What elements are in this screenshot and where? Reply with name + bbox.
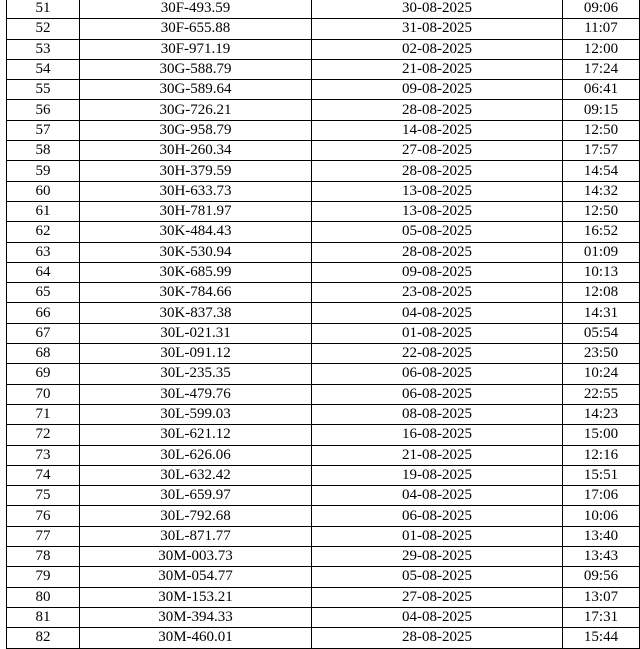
row-number-cell: 77 [7, 526, 80, 546]
row-number-cell: 59 [7, 161, 80, 181]
time-cell: 12:50 [563, 120, 640, 140]
row-number-cell: 68 [7, 344, 80, 364]
table-row [7, 445, 640, 465]
time-cell: 22:55 [563, 384, 640, 404]
date-cell: 09-08-2025 [312, 80, 563, 100]
time-cell: 14:31 [563, 303, 640, 323]
table-row [7, 0, 640, 19]
table-row [7, 80, 640, 100]
date-cell: 06-08-2025 [312, 364, 563, 384]
time-cell: 16:52 [563, 222, 640, 242]
table-row [7, 161, 640, 181]
time-cell: 14:54 [563, 161, 640, 181]
row-number-cell: 78 [7, 547, 80, 567]
plate-number-cell: 30H-781.97 [80, 201, 312, 221]
table-row [7, 222, 640, 242]
date-cell: 21-08-2025 [312, 59, 563, 79]
time-cell: 15:51 [563, 465, 640, 485]
table-row [7, 323, 640, 343]
table-row [7, 607, 640, 627]
date-cell: 04-08-2025 [312, 607, 563, 627]
row-number-cell: 70 [7, 384, 80, 404]
plate-number-cell: 30H-260.34 [80, 141, 312, 161]
date-cell: 22-08-2025 [312, 344, 563, 364]
row-number-cell: 60 [7, 181, 80, 201]
table-row [7, 242, 640, 262]
plate-number-cell: 30F-971.19 [80, 39, 312, 59]
date-cell: 09-08-2025 [312, 262, 563, 282]
plate-number-cell: 30G-726.21 [80, 100, 312, 120]
date-cell: 16-08-2025 [312, 425, 563, 445]
date-cell: 28-08-2025 [312, 242, 563, 262]
plate-number-cell: 30M-054.77 [80, 567, 312, 587]
plate-number-cell: 30M-394.33 [80, 607, 312, 627]
date-cell: 28-08-2025 [312, 100, 563, 120]
date-cell: 13-08-2025 [312, 181, 563, 201]
row-number-cell: 53 [7, 39, 80, 59]
row-number-cell: 66 [7, 303, 80, 323]
time-cell: 06:41 [563, 80, 640, 100]
table-row [7, 283, 640, 303]
date-cell: 05-08-2025 [312, 222, 563, 242]
time-cell: 10:06 [563, 506, 640, 526]
date-cell: 30-08-2025 [312, 0, 563, 19]
row-number-cell: 76 [7, 506, 80, 526]
row-number-cell: 82 [7, 628, 80, 648]
plate-number-cell: 30K-837.38 [80, 303, 312, 323]
date-cell: 28-08-2025 [312, 161, 563, 181]
row-number-cell: 75 [7, 486, 80, 506]
plate-number-cell: 30H-633.73 [80, 181, 312, 201]
time-cell: 11:07 [563, 19, 640, 39]
plate-number-cell: 30L-632.42 [80, 465, 312, 485]
row-number-cell: 55 [7, 80, 80, 100]
row-number-cell: 71 [7, 404, 80, 424]
table-row [7, 465, 640, 485]
table-row [7, 141, 640, 161]
time-cell: 17:24 [563, 59, 640, 79]
date-cell: 05-08-2025 [312, 567, 563, 587]
table-row [7, 587, 640, 607]
time-cell: 12:08 [563, 283, 640, 303]
table-row [7, 100, 640, 120]
date-cell: 14-08-2025 [312, 120, 563, 140]
plate-number-cell: 30F-493.59 [80, 0, 312, 19]
row-number-cell: 61 [7, 201, 80, 221]
row-number-cell: 58 [7, 141, 80, 161]
row-number-cell: 52 [7, 19, 80, 39]
time-cell: 17:57 [563, 141, 640, 161]
date-cell: 27-08-2025 [312, 141, 563, 161]
time-cell: 09:15 [563, 100, 640, 120]
row-number-cell: 81 [7, 607, 80, 627]
row-number-cell: 74 [7, 465, 80, 485]
plate-number-cell: 30K-530.94 [80, 242, 312, 262]
plate-number-cell: 30L-021.31 [80, 323, 312, 343]
time-cell: 23:50 [563, 344, 640, 364]
time-cell: 05:54 [563, 323, 640, 343]
table-row [7, 303, 640, 323]
plate-number-cell: 30F-655.88 [80, 19, 312, 39]
date-cell: 06-08-2025 [312, 384, 563, 404]
plate-number-cell: 30L-621.12 [80, 425, 312, 445]
plate-number-cell: 30G-589.64 [80, 80, 312, 100]
plate-number-cell: 30H-379.59 [80, 161, 312, 181]
plate-number-cell: 30G-958.79 [80, 120, 312, 140]
plate-number-cell: 30L-871.77 [80, 526, 312, 546]
time-cell: 17:06 [563, 486, 640, 506]
table-row [7, 181, 640, 201]
row-number-cell: 54 [7, 59, 80, 79]
date-cell: 27-08-2025 [312, 587, 563, 607]
time-cell: 13:07 [563, 587, 640, 607]
time-cell: 13:43 [563, 547, 640, 567]
time-cell: 12:50 [563, 201, 640, 221]
date-cell: 04-08-2025 [312, 303, 563, 323]
table-row [7, 425, 640, 445]
plate-number-cell: 30K-685.99 [80, 262, 312, 282]
plate-number-cell: 30L-235.35 [80, 364, 312, 384]
plate-number-cell: 30L-626.06 [80, 445, 312, 465]
date-cell: 29-08-2025 [312, 547, 563, 567]
time-cell: 09:06 [563, 0, 640, 19]
date-cell: 21-08-2025 [312, 445, 563, 465]
row-number-cell: 80 [7, 587, 80, 607]
row-number-cell: 64 [7, 262, 80, 282]
table-row [7, 201, 640, 221]
time-cell: 14:32 [563, 181, 640, 201]
date-cell: 01-08-2025 [312, 526, 563, 546]
row-number-cell: 73 [7, 445, 80, 465]
table-row [7, 547, 640, 567]
table-row [7, 120, 640, 140]
plate-number-cell: 30K-484.43 [80, 222, 312, 242]
row-number-cell: 65 [7, 283, 80, 303]
plate-number-cell: 30M-153.21 [80, 587, 312, 607]
plate-number-cell: 30L-091.12 [80, 344, 312, 364]
row-number-cell: 56 [7, 100, 80, 120]
table-row [7, 506, 640, 526]
plate-number-cell: 30M-460.01 [80, 628, 312, 648]
time-cell: 10:13 [563, 262, 640, 282]
row-number-cell: 57 [7, 120, 80, 140]
time-cell: 15:44 [563, 628, 640, 648]
row-number-cell: 63 [7, 242, 80, 262]
date-cell: 04-08-2025 [312, 486, 563, 506]
plate-number-cell: 30K-784.66 [80, 283, 312, 303]
plate-number-cell: 30L-479.76 [80, 384, 312, 404]
table-row [7, 262, 640, 282]
table-row [7, 39, 640, 59]
date-cell: 01-08-2025 [312, 323, 563, 343]
vehicle-record-table [6, 0, 640, 649]
row-number-cell: 62 [7, 222, 80, 242]
date-cell: 06-08-2025 [312, 506, 563, 526]
row-number-cell: 67 [7, 323, 80, 343]
time-cell: 12:00 [563, 39, 640, 59]
date-cell: 13-08-2025 [312, 201, 563, 221]
plate-number-cell: 30L-599.03 [80, 404, 312, 424]
table-row [7, 526, 640, 546]
date-cell: 23-08-2025 [312, 283, 563, 303]
table-row [7, 19, 640, 39]
table-row [7, 384, 640, 404]
row-number-cell: 69 [7, 364, 80, 384]
time-cell: 10:24 [563, 364, 640, 384]
table-body [7, 0, 640, 648]
row-number-cell: 51 [7, 0, 80, 19]
data-table-container [6, 0, 639, 649]
row-number-cell: 79 [7, 567, 80, 587]
table-row [7, 486, 640, 506]
time-cell: 12:16 [563, 445, 640, 465]
plate-number-cell: 30M-003.73 [80, 547, 312, 567]
row-number-cell: 72 [7, 425, 80, 445]
table-row [7, 59, 640, 79]
table-row [7, 628, 640, 648]
time-cell: 13:40 [563, 526, 640, 546]
time-cell: 01:09 [563, 242, 640, 262]
time-cell: 15:00 [563, 425, 640, 445]
date-cell: 28-08-2025 [312, 628, 563, 648]
time-cell: 09:56 [563, 567, 640, 587]
date-cell: 19-08-2025 [312, 465, 563, 485]
date-cell: 02-08-2025 [312, 39, 563, 59]
table-row [7, 567, 640, 587]
date-cell: 08-08-2025 [312, 404, 563, 424]
plate-number-cell: 30L-659.97 [80, 486, 312, 506]
time-cell: 17:31 [563, 607, 640, 627]
table-row [7, 404, 640, 424]
date-cell: 31-08-2025 [312, 19, 563, 39]
table-row [7, 364, 640, 384]
table-row [7, 344, 640, 364]
time-cell: 14:23 [563, 404, 640, 424]
plate-number-cell: 30L-792.68 [80, 506, 312, 526]
plate-number-cell: 30G-588.79 [80, 59, 312, 79]
